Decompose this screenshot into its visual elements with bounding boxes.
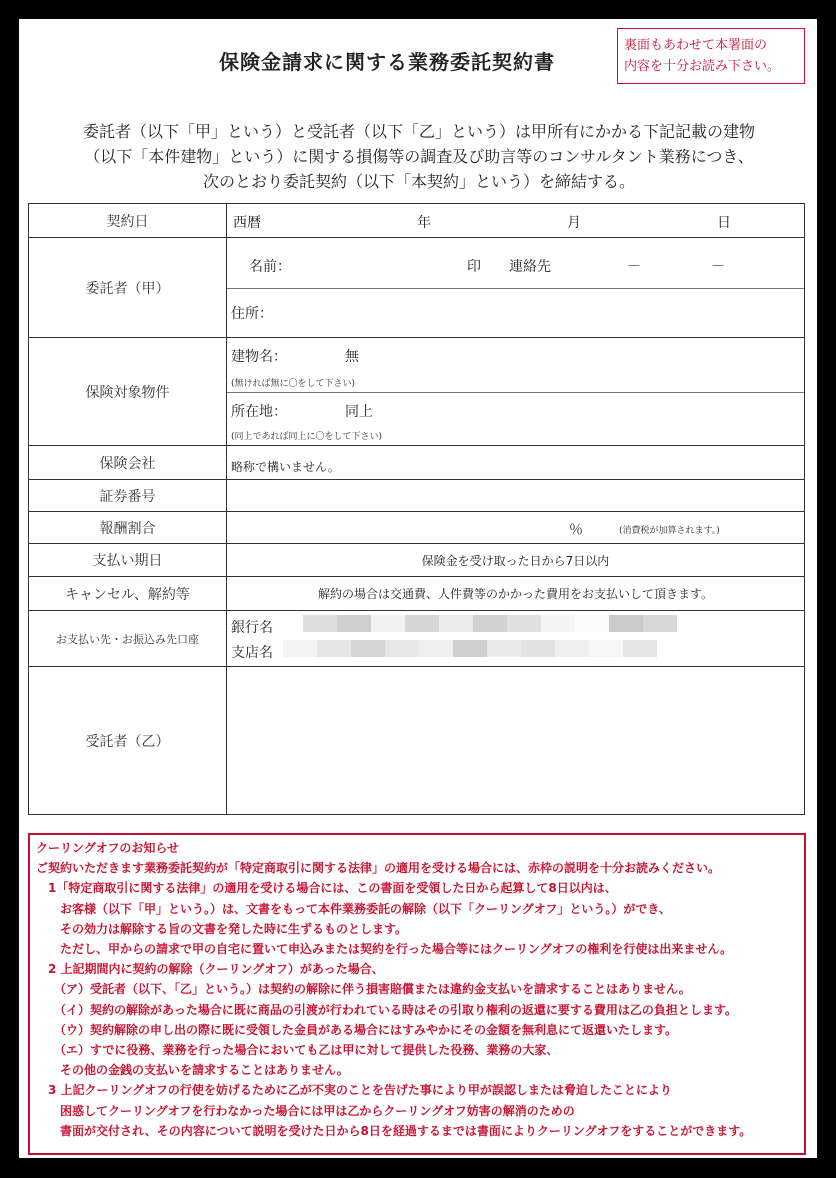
policy-field[interactable] <box>227 480 805 512</box>
contact-dash: － <box>627 259 641 275</box>
redacted-branch-name <box>283 640 657 657</box>
payment-deadline-value: 保険金を受け取った日から7日以内 <box>227 544 805 577</box>
cooling-off-line: その他の金銭の支払いを請求することはありません。 <box>36 1063 349 1078</box>
intro-line: （以下「本件建物」という）に関する損傷等の調査及び助言等のコンサルタント業務につき、 <box>84 147 754 166</box>
cancellation-value: 解約の場合は交通費、人件費等のかかった費用をお支払いして頂きます。 <box>227 577 805 611</box>
location-field[interactable] <box>227 393 804 445</box>
intro-line: 次のとおり委託契約（以下「本契約」という）を締結する。 <box>202 172 635 191</box>
cooling-off-notice <box>28 833 806 1155</box>
document-title: 保険金請求に関する業務委託契約書 <box>219 50 555 74</box>
bank-fields <box>227 611 805 667</box>
cooling-off-line: （イ）契約の解除があった場合に既に商品の引渡が行われている時はその引取り権利の返還に要する費用は乙の負担とします。 <box>36 1002 737 1017</box>
cooling-off-line: （ウ）契約解除の申し出の際に既に受領した金員がある場合にはすみやかにその金額を無利息にて返還いたします。 <box>36 1022 678 1037</box>
cooling-off-line: ただし、甲からの請求で甲の自宅に置いて申込みまたは契約を行った場合等にはクーリングオフの権利を行使は出来ません。 <box>36 942 733 957</box>
year-label: 年 <box>417 215 431 231</box>
intro-paragraph <box>39 119 799 194</box>
bank-name-label: 銀行名 <box>231 619 273 636</box>
cooling-off-line: 2 上記期間内に契約の解除（クーリングオフ）があった場合、 <box>36 962 384 977</box>
building-field[interactable] <box>227 338 804 393</box>
label-fee: 報酬割合 <box>29 512 227 544</box>
day-label: 日 <box>717 215 731 231</box>
row-contract-date <box>29 204 805 238</box>
fee-field[interactable] <box>227 512 805 544</box>
insurer-field[interactable] <box>227 446 805 480</box>
contract-table <box>28 203 805 815</box>
row-bank <box>29 611 805 667</box>
label-client: 委託者（甲） <box>29 238 227 338</box>
contact-dash: － <box>711 259 725 275</box>
name-label: 名前： <box>249 259 291 275</box>
property-fields <box>227 338 805 446</box>
tax-note: (消費税が加算されます。) <box>619 526 720 536</box>
label-insurer: 保険会社 <box>29 446 227 480</box>
cooling-off-line: （ア）受託者（以下、「乙」という。）は契約の解除に伴う損害賠償または違約金支払いを請求することはありません。 <box>36 982 691 997</box>
insurer-note: 略称で構いません。 <box>231 460 340 474</box>
notice-box <box>617 28 805 84</box>
client-fields <box>227 238 805 338</box>
label-bank: お支払い先・お振込み先口座 <box>29 611 227 667</box>
location-label: 所在地： <box>231 404 287 420</box>
intro-line: 委託者（以下「甲」という）と受託者（以下「乙」という）は甲所有にかかる下記記載の建物 <box>82 122 755 141</box>
seal-mark: 印 <box>467 259 481 275</box>
row-cancellation <box>29 577 805 611</box>
row-payment-deadline <box>29 544 805 577</box>
label-policy: 証券番号 <box>29 480 227 512</box>
building-label: 建物名： <box>231 349 287 365</box>
row-policy <box>29 480 805 512</box>
contact-label: 連絡先 <box>509 259 551 275</box>
label-contractor: 受託者（乙） <box>29 667 227 815</box>
label-contract-date: 契約日 <box>29 204 227 238</box>
contract-date-field[interactable] <box>227 204 805 238</box>
row-insurer <box>29 446 805 480</box>
era-label: 西暦 <box>233 215 261 231</box>
cooling-off-line: お客様（以下「甲」という。）は、文書をもって本件業務委託の解除（以下「クーリングオフ」という。）ができ、 <box>36 901 671 916</box>
location-note: (同上であれば同上に〇をして下さい) <box>231 432 383 442</box>
cooling-off-line: 1「特定商取引に関する法律」の適用を受ける場合には、この書面を受領した日から起算して8日以内は、 <box>36 881 617 896</box>
month-label: 月 <box>567 215 581 231</box>
label-property: 保険対象物件 <box>29 338 227 446</box>
branch-name-field[interactable] <box>227 639 804 666</box>
notice-line: 裏面もあわせて本署面の <box>624 38 768 53</box>
redacted-bank-name <box>303 615 677 632</box>
contract-page <box>19 19 817 1158</box>
cooling-off-line: 書面が交付され、その内容について説明を受けた日から8日を経過するまでは書面によりクーリングオフをすることができます。 <box>36 1123 752 1138</box>
client-address-field[interactable] <box>227 289 804 337</box>
cooling-off-line: （エ）すでに役務、業務を行った場合においても乙は甲に対して提供した役務、業務の大家、 <box>36 1043 559 1058</box>
row-fee <box>29 512 805 544</box>
cooling-off-line: 困惑してクーリングオフを行わなかった場合には甲は乙からクーリングオフ妨害の解消のための <box>36 1103 575 1118</box>
address-label: 住所： <box>231 306 273 322</box>
notice-line: 内容を十分お読み下さい。 <box>624 59 781 74</box>
client-name-field[interactable] <box>227 238 804 289</box>
branch-name-label: 支店名 <box>231 644 273 661</box>
location-value: 同上 <box>345 404 373 420</box>
row-client <box>29 238 805 338</box>
row-contractor <box>29 667 805 815</box>
bank-name-field[interactable] <box>227 612 804 639</box>
cooling-off-line: 3 上記クーリングオフの行使を妨げるために乙が不実のことを告げた事により甲が誤認しまたは脅迫したことにより <box>36 1083 672 1098</box>
cooling-off-line: ご契約いただきます業務委託契約が「特定商取引に関する法律」の適用を受ける場合には、赤枠の説明を十分お読みください。 <box>36 861 721 876</box>
label-cancellation: キャンセル、解約等 <box>29 577 227 611</box>
building-value: 無 <box>345 349 359 365</box>
cooling-off-line: その効力は解除する旨の文書を発した時に生ずるものとします。 <box>36 921 408 936</box>
percent-unit: ％ <box>569 522 583 538</box>
building-note: (無ければ無に〇をして下さい) <box>231 379 356 389</box>
cooling-off-heading: クーリングオフのお知らせ <box>36 841 180 855</box>
row-property <box>29 338 805 446</box>
contractor-field[interactable] <box>227 667 805 815</box>
label-payment-deadline: 支払い期日 <box>29 544 227 577</box>
